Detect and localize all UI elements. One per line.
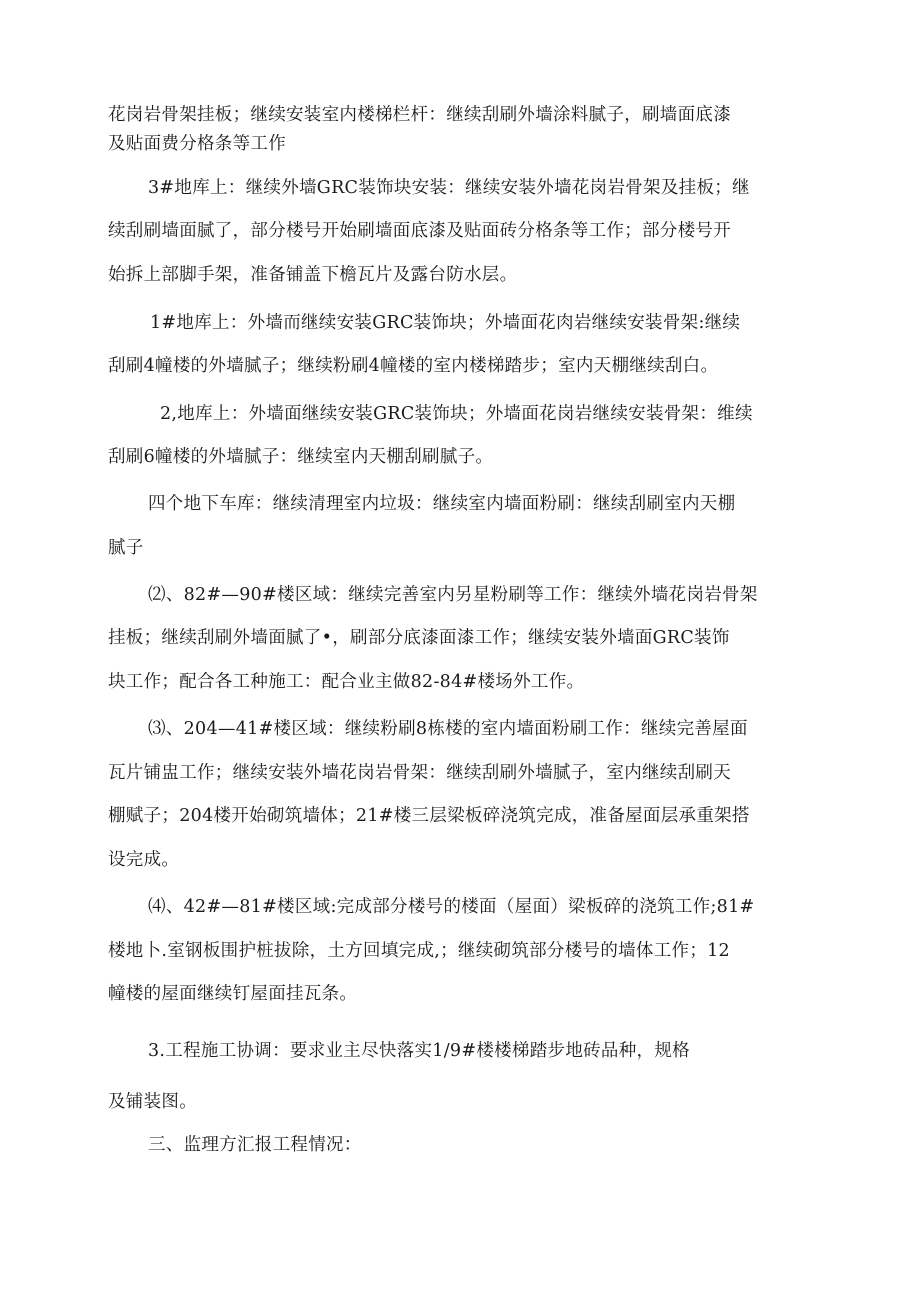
text-line: ⑵、82#—90#楼区域：继续完善室内另星粉刷等工作：继续外墙花岗岩骨架: [148, 585, 758, 605]
text-line: 幢楼的屋面继续钉屋面挂瓦条。: [108, 984, 358, 1004]
text-line: 刮刷6幢楼的外墙腻子：继续室内天棚刮刷腻子。: [108, 447, 494, 467]
text-line: 始拆上部脚手架，准备铺盖下檐瓦片及露台防水层。: [108, 265, 518, 285]
section-heading: 三、监理方汇报工程情况：: [148, 1135, 362, 1155]
text-line: 及贴面费分格条等工作: [108, 134, 286, 154]
text-line: 2,地库上：外墙面继续安装GRC装饰块；外墙面花岗岩继续安装骨架：维续: [160, 404, 753, 424]
text-line: 刮刷4幢楼的外墙腻子；继续粉刷4幢楼的室内楼梯踏步；室内天棚继续刮白。: [108, 356, 719, 376]
text-line: 棚赋子；204楼开始砌筑墙体；21#楼三层梁板碎浇筑完成，准备屋面层承重架搭: [108, 806, 750, 826]
text-line: 3#地库上：继续外墙GRC装饰块安装：继续安装外墙花岗岩骨架及挂板；继: [148, 178, 750, 198]
text-line: 续刮刷墙面腻了，部分楼号开始刷墙面底漆及贴面砖分格条等工作；部分楼号开: [108, 221, 731, 241]
text-line: ⑶、204—41#楼区域：继续粉刷8栋楼的室内墙面粉刷工作：继续完善屋面: [148, 719, 748, 739]
text-line: 块工作；配合各工种施工：配合业主做82-84#楼场外工作。: [108, 672, 585, 692]
text-line: 楼地卜.室钢板围护桩拔除，土方回填完成,；继续砌筑部分楼号的墙体工作；12: [108, 941, 730, 961]
text-line: 及铺装图。: [108, 1092, 197, 1112]
text-line: 四个地下车库：继续清理室内垃圾：继续室内墙面粉刷：继续刮刷室内天棚: [148, 494, 736, 514]
text-line: 挂板；继续刮刷外墙面腻了•，刷部分底漆面漆工作；继续安装外墙面GRC装饰: [108, 628, 730, 648]
text-line: 1#地库上：外墙而继续安装GRC装饰块；外墙面花肉岩继续安装骨架:继续: [150, 313, 741, 333]
text-line: 设完成。: [108, 850, 180, 870]
text-line: 花岗岩骨架挂板；继续安装室内楼梯栏杆：继续刮刷外墙涂料腻子，刷墙面底漆: [108, 105, 731, 125]
text-line: 瓦片铺盅工作；继续安装外墙花岗岩骨架：继续刮刷外墙腻子，室内继续刮刷天: [108, 763, 731, 783]
text-line: 3.工程施工协调：要求业主尽快落实1/9#楼楼梯踏步地砖品种，规格: [148, 1041, 690, 1061]
text-line: ⑷、42#—81#楼区域:完成部分楼号的楼面（屋面）梁板碎的浇筑工作;81#: [148, 897, 755, 917]
text-line: 腻子: [108, 538, 144, 558]
